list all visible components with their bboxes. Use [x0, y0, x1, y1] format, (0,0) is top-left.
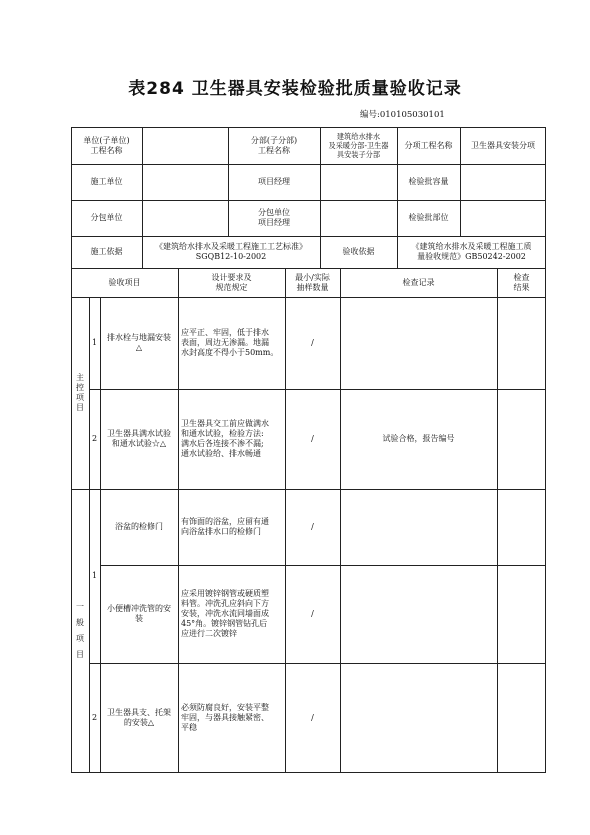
project-manager-value[interactable]	[320, 164, 397, 200]
main-control-row-1-no: 1	[91, 338, 98, 347]
group-label-char: 控	[76, 383, 84, 392]
construction-unit-value[interactable]	[142, 164, 228, 200]
construction-basis-label: 施工依据	[90, 247, 123, 256]
document-number: 编号:010105030101	[360, 110, 445, 120]
main-control-row-2-sample[interactable]: /	[311, 434, 314, 443]
subpart-project-name-value[interactable]: 建筑给水排水 及采暖分部-卫生器 具安装子分部	[328, 132, 389, 159]
main-control-row-2-result[interactable]	[497, 389, 546, 489]
group-label-char: 一	[76, 602, 84, 611]
general-row-1b-item: 小便槽冲洗管的安 装	[107, 604, 171, 623]
batch-location-value[interactable]	[460, 200, 546, 236]
acceptance-basis-label: 验收依据	[342, 247, 375, 256]
group-label-char: 项	[76, 393, 84, 402]
project-manager-label: 项目经理	[258, 177, 290, 186]
subcontract-unit-value[interactable]	[142, 200, 228, 236]
batch-location-label: 检验批部位	[408, 213, 449, 222]
main-control-row-2-no: 2	[91, 434, 98, 443]
main-control-row-2-item: 卫生器具满水试验 和通水试验☆△	[107, 429, 171, 448]
general-group-label	[71, 489, 89, 773]
construction-basis-value[interactable]: 《建筑给水排水及采暖工程施工工艺标准》 SGQB12-10-2002	[155, 242, 307, 261]
general-row-1a-sample[interactable]: /	[311, 522, 314, 531]
general-row-2-record[interactable]	[340, 663, 497, 773]
main-control-row-1-result[interactable]	[497, 297, 546, 389]
item-project-name-value[interactable]: 卫生器具安装分项	[471, 140, 535, 150]
acceptance-basis-value[interactable]: 《建筑给水排水及采暖工程施工质 量验收规范》GB50242-2002	[411, 242, 532, 261]
general-row-1a-design: 有饰面的浴盆，应留有通 向浴盆排水口的检修门	[181, 517, 269, 536]
group-label-char: 目	[76, 650, 84, 659]
group-label-char: 主	[76, 373, 84, 382]
subcontract-pm-value[interactable]	[320, 200, 397, 236]
general-row-1-no: 1	[91, 571, 98, 580]
batch-capacity-label: 检验批容量	[408, 177, 449, 186]
construction-unit-label: 施工单位	[90, 177, 123, 186]
column-header-design: 设计要求及 规范规定	[211, 272, 252, 292]
subcontract-pm-label: 分包单位 项目经理	[258, 208, 290, 227]
main-control-row-1-item: 排水栓与地漏安装 △	[107, 333, 171, 352]
general-row-2-no: 2	[91, 713, 98, 722]
main-control-row-2-design: 卫生器具交工前应做满水 和通水试验，检验方法: 满水后各连接不渗不漏; 通水试验给、排水畅通	[181, 419, 269, 458]
general-row-1b-design: 应采用镀锌钢管或硬质塑 料管。冲洗孔应斜向下方 安装，冲洗水流同墙面成 45°角。镀锌钢管钻孔后 应进行二次镀锌	[181, 589, 269, 638]
unit-project-name-value[interactable]	[142, 127, 228, 164]
main-control-row-1-design: 应平正、牢固，低于排水 表面，周边无渗漏。地漏 水封高度不得小于50mm。	[181, 328, 279, 357]
general-row-2-sample[interactable]: /	[311, 713, 314, 722]
group-label-char: 般	[76, 618, 84, 627]
subpart-project-name-label: 分部(子分部) 工程名称	[250, 135, 298, 155]
general-row-2-item: 卫生器具支、托架 的安装△	[107, 708, 171, 727]
main-control-row-1-record[interactable]	[340, 297, 497, 389]
main-control-group-label	[71, 297, 89, 489]
general-row-2-design: 必须防腐良好，安装平整 牢固，与器具接触紧密、 平稳	[181, 703, 269, 732]
general-row-1a-record[interactable]	[340, 489, 497, 565]
general-row-1b-sample[interactable]: /	[311, 609, 314, 618]
general-row-2-result[interactable]	[497, 663, 546, 773]
form-title: 表284 卫生器具安装检验批质量验收记录	[128, 79, 462, 99]
general-row-1a-result[interactable]	[497, 489, 546, 565]
item-project-name-label: 分项工程名称	[404, 140, 453, 150]
batch-capacity-value[interactable]	[460, 164, 546, 200]
main-control-row-2-record[interactable]: 试验合格，报告编号	[382, 434, 455, 443]
main-control-row-1-sample[interactable]: /	[311, 338, 314, 347]
column-header-record: 检查记录	[402, 277, 435, 287]
general-row-1b-result[interactable]	[497, 565, 546, 663]
group-label-char: 项	[76, 634, 84, 643]
general-row-1a-item: 浴盆的检修门	[115, 522, 163, 531]
unit-project-name-label: 单位(子单位) 工程名称	[83, 135, 130, 155]
subcontract-unit-label: 分包单位	[90, 213, 123, 222]
group-label-char: 目	[76, 403, 84, 412]
column-header-result: 检查 结果	[513, 272, 530, 292]
column-header-sample: 最小/实际 抽样数量	[295, 272, 330, 292]
general-row-1b-record[interactable]	[340, 565, 497, 663]
column-header-item: 验收项目	[108, 277, 141, 287]
